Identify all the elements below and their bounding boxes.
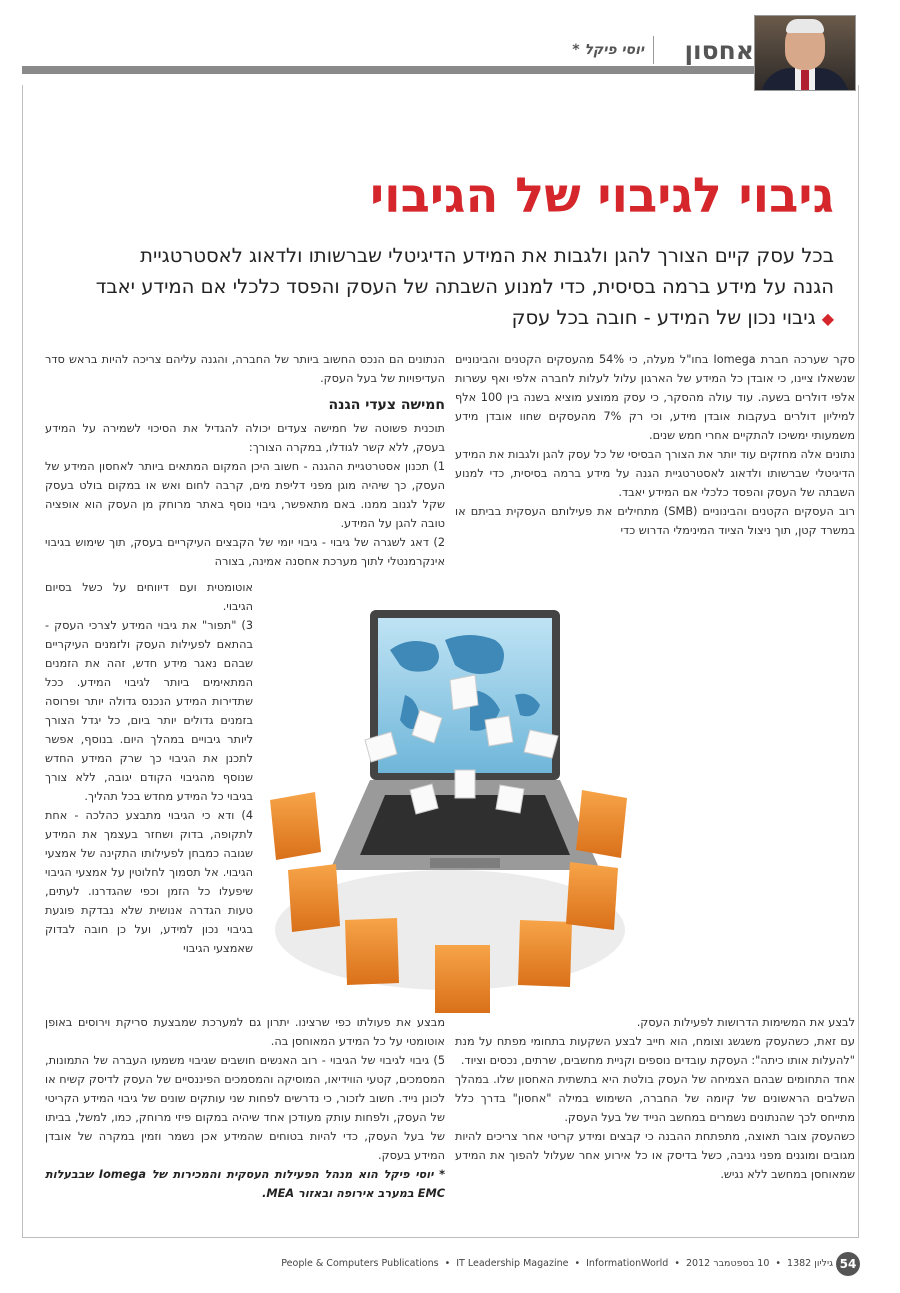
article-lead (44, 240, 834, 334)
paragraph: עם זאת, כשהעסק משגשג וצומח, הוא חייב לבצע השקעות בתחומי מפתח על מנת "להעלות אותו כיתה": העסקת עובדים נוספים וקניית מחשבים, שרתים, נכסים וציוד. (455, 1035, 855, 1067)
photo-hair (786, 19, 824, 33)
paragraph: אחד התחומים שבהם הצמיחה של העסק בולטת היא בתשתית האחסון שלו. במהלך השלבים הראשונים של קיומה של החברה, השימוש במילה "אחסון" בדרך כלל מתייחס לכך שהנתונים נשמרים במחשב הנייד של בעל העסק. (455, 1073, 855, 1124)
folder-icon (345, 918, 399, 985)
footer-publisher: People & Computers Publications (281, 1258, 439, 1269)
footer-date: 10 בספטמבר 2012 (686, 1258, 770, 1269)
paragraph: מבצע את פעולתו כפי שרצינו. יתרון גם למערכת שמבצעת סריקת וירוסים באופן אוטומטי על כל המידע המאוחסן בה. (45, 1016, 445, 1048)
red-diamond-icon: ◆ (821, 309, 834, 328)
folder-icon (566, 862, 618, 930)
author-bio: * יוסי פיקל הוא מנהל הפעילות העסקית והמכירות של Iomega שבבעלות EMC במערב אירופה ובאזור MEA. (45, 1168, 446, 1200)
paragraph: 3) "תפור" את גיבוי המידע לצרכי העסק - בהתאם לפעילות העסק ולזמנים העיקריים שבהם נאגר מידע חדש, זהה את הזמנים המתאימים ביותר לגיבוי המידע. ככל שתדירות המידע הנכנס גדולה יותר ופרוסה בזמנים גדולים יותר ביום, כל יגדל הצורך ליותר גיבויים במהלך היום. בנוסף, אפשר לתכנן את הגיבוי כך שרק המידע החדש שנוסף מהגיבוי הקודם יגובה, ללא צורך בגיבוי כל המידע מחדש בכל תהליך. (45, 619, 253, 803)
paragraph: לבצע את המשימות הדרושות לפעילות העסק. (636, 1016, 855, 1029)
page-footer: People & Computers Publications • IT Leadership Magazine • InformationWorld • 10 בספטמבר 2012 • גיליון 1382 (281, 1258, 833, 1269)
footer-issue: גיליון 1382 (787, 1258, 833, 1269)
paragraph: 2) דאג לשגרה של גיבוי - גיבוי יומי של הקבצים העיקריים בעסק, תוך שימוש בגיבוי אינקרמנטלי לתוך מערכת אחסנה אמינה, בצורה (45, 536, 445, 568)
column-right-top (455, 350, 855, 540)
laptop-folders-illustration (270, 600, 630, 1020)
lead-line-2: הגנה על מידע ברמה בסיסית, כדי למנוע השבתה של העסק והפסד כלכלי אם המידע יאבד (95, 275, 834, 298)
column-right-bottom (455, 1013, 855, 1184)
folder-icon (288, 864, 340, 932)
header-divider (653, 36, 654, 64)
paragraph: רוב העסקים הקטנים והבינוניים (SMB) מתחילים את פעילותם העסקית בביתם או במשרד קטן, תוך ניצול הציוד המינימלי הדרוש כדי (455, 505, 855, 537)
photo-tie (801, 70, 809, 90)
author-photo (754, 15, 856, 91)
laptop-touchpad (430, 858, 500, 868)
paragraph: 4) ודא כי הגיבוי מתבצע כהלכה - אחת לתקופה, בדוק ושחזר בעצמך את המידע שגובה כמבחן לפעילותו התקינה של אמצעי הגיבוי. אל תסמוך לחלוטין על אמצעי הגיבוי שיפעלו כל הזמן וכפי שהגדרנו. לעתים, טעות הגדרה אנושית שלא נבדקת פוגעת בגיבוי נכון למידע, ועל כן חובה לבדוק שאמצעי הגיבוי (45, 809, 253, 955)
author-name: יוסי פיקל * (572, 42, 644, 58)
article-header (540, 36, 754, 66)
paragraph: אוטומטית ועם דיווחים על כשל בסיום הגיבוי. (45, 581, 253, 613)
paragraph: תוכנית פשוטה של חמישה צעדים יכולה להגדיל את הסיכוי לשמירה על המידע בעסק, ללא קשר לגודלו, במקרה הצורך: (45, 422, 445, 454)
paragraph: נתונים אלה מחזקים עוד יותר את הצורך הבסיסי של כל עסק להגן ולגבות את המידע הדיגיטלי שברשותו ולדאוג לאסטרטגיית הגנה על מידע ברמה בסיסית, כדי למנוע השבתה של העסק והפסד כלכלי אם המידע יאבד. (455, 448, 855, 499)
paragraph: 5) גיבוי לגיבוי של הגיבוי - רוב האנשים חושבים שגיבוי משמעו העברה של התמונות, המסמכים, קטעי הווידיאו, המוסיקה והמסמכים הפיננסיים של העסק לדיסק קשיח או לכונן נייד. חשוב לזכור, כי נדרשים לפחות שני עותקים שונים של גיבוי המידע הקריטי של העסק, ולפחות עותק מעודכן אחד שיהיה במקום פיזי מרוחק, כמו, למשל, בביתו של בעל העסק, כדי להיות בטוחים שהמידע אכן נשמר וזמין במקרה של אובדן המידע בעסק. (45, 1054, 445, 1162)
section-name: אחסון (684, 36, 754, 65)
page-number: 54 (836, 1252, 860, 1276)
laptop-keyboard (360, 795, 570, 855)
column-left-narrow (45, 578, 253, 958)
paragraph: 1) תכנון אסטרטגיית ההגנה - חשוב היכן המקום המתאים ביותר לאחסון המידע של העסק, כך שיהיה מוגן מפני דליפת מים, קרבה לחום ואש או במקום בולט בעסק שקל לגנוב ממנו. באם מתאפשר, גיבוי נוסף באתר מרוחק מן העסק הוא אופציה טובה להגן על המידע. (45, 460, 445, 530)
lead-tagline: גיבוי נכון של המידע - חובה בכל עסק (511, 306, 816, 329)
subheading: חמישה צעדי הגנה (328, 397, 445, 413)
column-left-bottom (45, 1013, 445, 1203)
paragraph: כשהעסק צובר תאוצה, מתפתחת ההבנה כי קבצים ומידע קריטי אחר צריכים להיות מגובים ומוגנים מפני גניבה, כשל בדיסק או כל אירוע אחר שעלול להפוך את המידע שמאוחסן במחשב ללא נגיש. (455, 1130, 855, 1181)
header-bar (22, 66, 754, 74)
folder-icon (435, 945, 490, 1013)
article-title: גיבוי לגיבוי של הגיבוי (370, 168, 834, 224)
paragraph: סקר שערכה חברת Iomega בחו"ל מעלה, כי 54% מהעסקים הקטנים והבינוניים שנשאלו ציינו, כי אובדן כל המידע של הארגון עלול לעלות לחברה אלפי ואף עשרות אלפי דולרים בשעה. עוד עולה מהסקר, כי עסק ממוצע מוציא בשנה בין 100 אלף למיליון דולרים בעקבות אובדן מידע, וכי רק 7% מהעסקים שחוו אובדן מידע משמעותי ימשיכו להתקיים אחרי חמש שנים. (455, 353, 856, 442)
footer-magazine: IT Leadership Magazine (456, 1258, 569, 1269)
lead-line-1: בכל עסק קיים הצורך להגן ולגבות את המידע הדיגיטלי שברשותו ולדאוג לאסטרטגיית (140, 244, 834, 267)
folder-icon (576, 790, 627, 858)
column-left-top (45, 350, 445, 571)
lead-line-3 (44, 302, 834, 334)
folder-icon (518, 920, 572, 987)
paragraph: הנתונים הם הנכס החשוב ביותר של החברה, והגנה עליהם צריכה להיות בראש סדר העדיפויות של בעל העסק. (45, 353, 445, 385)
footer-site: InformationWorld (586, 1258, 669, 1269)
folder-icon (270, 792, 321, 860)
